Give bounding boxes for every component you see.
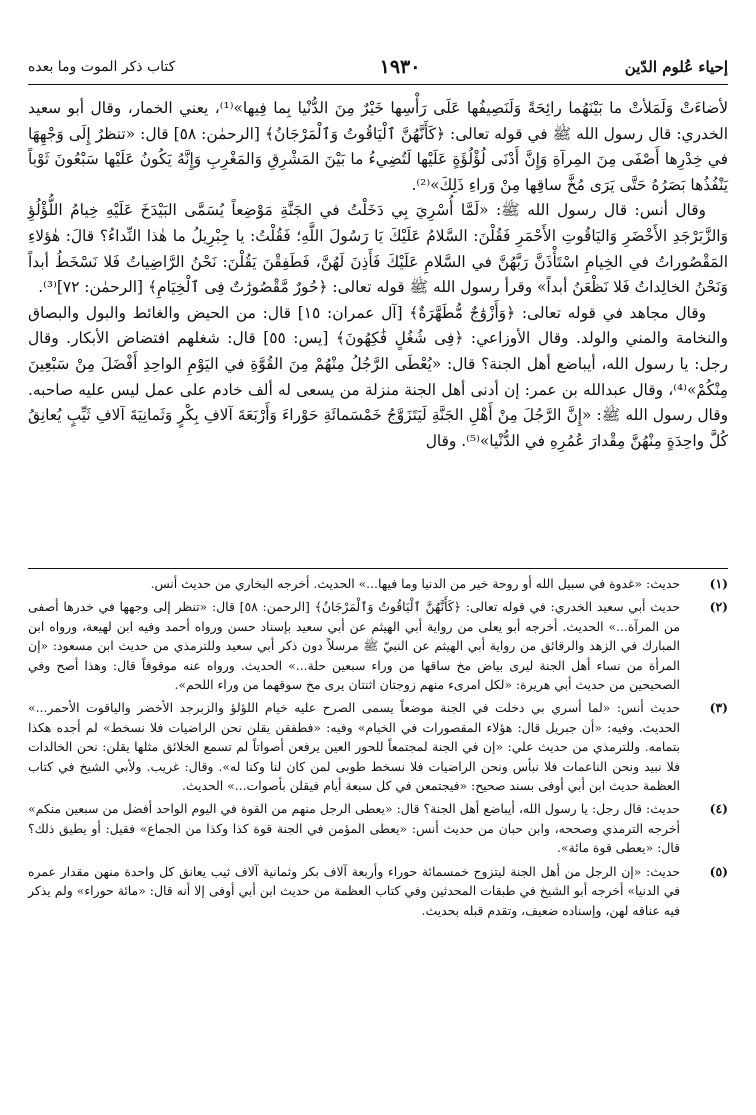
footnote [28, 799, 728, 857]
book-title: إحياء عُلوم الدّين [624, 58, 728, 76]
paragraph: وقال مجاهد في قوله تعالى: ﴿وَأَزْوَٰجٌ مُّطَهَّرَةٌ﴾ [آل عمران: ١٥] قال: من الحيض والغائط والبول والبصاق والنخامة والمني والولد. وقال الأوزاعي: ﴿فِى شُغُلٍ فَٰكِهُونَ﴾ [يس: ٥٥] قال: شغلهم افتضاض الأبكار. وقال رجل: يا رسول الله، أيباضع أهل الجنة؟ قال: «يُعْطَى الرَّجُلُ مِنْهُمْ مِنَ القُوَّةِ في اليَوْمِ الواحِدِ أَفْضَلَ مِنْ سَبْعِينَ مِنْكُمْ»⁽⁴⁾، وقال عبدالله بن عمر: إن أدنى أهل الجنة منزلة من يسعى له ألف خادم على عمل ليس عليه صاحبه. وقال رسول الله ﷺ: «إِنَّ الرَّجُلَ مِنْ أَهْلِ الجَنَّةِ لَيَتَزَوَّجُ خَمْسَمائَةِ حَوْراءَ وَأَرْبَعَةَ آلافِ بِكْرٍ وَثَمانِيَةَ آلافِ ثَيِّبٍ يُعانِقُ كُلَّ واحِدَةٍ مِنْهُنَّ مِقْدارَ عُمُرِهِ في الدُّنْيا»⁽⁵⁾. وقال [28, 303, 728, 450]
paragraph: لأضاءَتْ وَلَمَلأتْ ما بَيْنَهُما رائِحَةً وَلَنَصِيفُها عَلَى رَأْسِها خَيْرٌ مِنَ الدُّنْيا بِما فِيها»⁽¹⁾، يعني الخمار، وقال أبو سعيد الخدري: قال رسول الله ﷺ في قوله تعالى: ﴿كَأَنَّهُنَّ ٱلْيَاقُوتُ وَٱلْمَرْجَانُ﴾ [الرحمٰن: ٥٨] قال: «تنظرُ إِلَى وَجْهِهَا في خِدْرِها أَصْفَى مِنَ المِرآةِ وَإِنَّ أَدْنَى لُؤْلُؤَةٍ عَلَيْها لَتُضِيءُ ما بَيْنَ المَشْرِقِ وَالمَغْرِبِ وَإِنَّهُ يَكُونُ عَلَيْها سَبْعُونَ ثَوْباً يَنْفُذُها بَصَرُهُ حَتَّى يَرَى مُخَّ ساقِها مِنْ وَراءِ ذَلِكَ»⁽²⁾. [28, 99, 728, 194]
footnote [28, 597, 728, 694]
chapter-title: كتاب ذكر الموت وما بعده [28, 59, 176, 75]
footnote-number: (١) [709, 576, 728, 591]
footnote-separator [28, 568, 728, 569]
footnote-text: حديث: «إن الرجل من أهل الجنة ليتزوج خمسمائة حوراء وأربعة آلاف بكر وثمانية آلاف ثيب يعانق كل واحدة منهن مقدار عمره في الدنيا» أخرجه أبو الشيخ في طبقات المحدثين وفي كتاب العظمة من حديث ابن أبي أوفى إلا أنه قال: «مائة حوراء» ولم يذكر فيه عناقه لهن، وإسناده ضعيف، وتقدم قبله بحديث. [28, 863, 680, 918]
page-number: ١٩٣٠ [379, 56, 421, 78]
footnote-number: (٥) [709, 863, 728, 879]
footnote [28, 862, 728, 920]
footnote [28, 574, 728, 593]
footnote-text: حديث: «غدوة في سبيل الله أو روحة خير من الدنيا وما فيها...» الحديث. أخرجه البخاري من حديث أنس. [150, 576, 680, 591]
main-text [28, 96, 728, 454]
footnote-number: (٢) [709, 599, 728, 615]
header-rule [28, 84, 728, 85]
footnotes [28, 574, 728, 924]
footnote-number: (٤) [709, 801, 728, 817]
paragraph: وقال أنس: قال رسول الله ﷺ: «لَمَّا أُسْرِيَ بِي دَخَلْتُ في الجَنَّةِ مَوْضِعاً يُسَمَّى البَيْدَخَ عَلَيْهِ خِيامُ اللُّؤْلُؤِ وَالزَّبَرْجَدِ الأَخْضَرِ وَاليَاقُوتِ الأَحْمَرِ فَقُلْنَ: السَّلامُ عَلَيْكَ يَا رَسُولَ اللَّهِ؛ فَقُلْتُ: يا جِبْرِيلُ ما هٰذا النِّداءُ؟ قالَ: هٰؤلاءِ المَقْصُوراتُ في الخِيامِ اسْتَأْذَنَّ رَبَّهُنَّ في السَّلامِ عَلَيْكَ فَأَذِنَ لَهُنَّ، فَطَفِقْنَ يَقُلْنَ: نَحْنُ الرَّاضِياتُ فَلا نَسْخَطُ أبداً وَنَحْنُ الخالِداتُ فَلا نَظْعَنُ أبداً» وقرأ رسول الله ﷺ قوله تعالى: ﴿حُورٌ مَّقْصُورَٰتٌ فِى ٱلْخِيَامِ﴾ [الرحمٰن: ٧٢]⁽³⁾. [28, 201, 728, 297]
footnote-text: حديث أنس: «لما أسري بي دخلت في الجنة موضعاً يسمى الصرح عليه خيام اللؤلؤ والزبرجد الأخضر والياقوت الأحمر...» الحديث. وفيه: «أن جبريل قال: هؤلاء المقصورات في الخيام» وفيه: «فطفقن يقلن نحن الراضيات فلا نسخط» لم أجده هكذا بتمامه. وللترمذي من حديث علي: «إن في الجنة لمجتمعاً للحور العين يرفعن أصواتاً لم تسمع الخلائق مثلها يقلن: نحن الخالدات فلا نبيد ونحن الناعمات فلا نبأس ونحن الراضيات فلا نسخط طوبى لمن كان لنا وكنا له». وقال: غريب. ولأبي الشيخ في كتاب العظمة حديث ابن أبي أوفى بسند صحيح: «فيجتمعن في كل سبعة أيام فيقلن بأصوات...» الحديث. [28, 700, 680, 794]
footnote [28, 698, 728, 795]
footnote-number: (٣) [709, 700, 728, 716]
footnote-text: حديث: قال رجل: يا رسول الله، أيباضع أهل الجنة؟ قال: «يعطى الرجل منهم من القوة في اليوم الواحد أفضل من سبعين منكم» أخرجه الترمذي وصححه، وابن حبان من حديث أنس: «يعطى المؤمن في الجنة قوة كذا وكذا من الجماع» فقيل: أو يطيق ذلك؟ قال: «يعطى قوة مائة». [28, 801, 680, 856]
footnote-text: حديث أبي سعيد الخدري: في قوله تعالى: ﴿كَأَنَّهُنَّ ٱلْيَاقُوتُ وَٱلْمَرْجَانُ﴾ [الرحمن: ٥٨] قال: «تنظر إلى وجهها في خدرها أصفى من المرآة...» الحديث. أخرجه أبو يعلى من رواية أبي الهيثم عن أبي سعيد بإسناد حسن ورواه أحمد وفيه ابن لهيعة، ورواه ابن المبارك في الزهد والرقائق من رواية أبي الهيثم عن النبيّ ﷺ مرسلاً دون ذكر أبي سعيد وللترمذي من حديث ابن مسعود: «إن المرأة من نساء أهل الجنة ليرى بياض مخ ساقها من وراء سبعين حلة...» الحديث. ورواه عنه موقوفاً قال: وهذا أصح وفي الصحيحين من حديث أبي هريرة: «لكل امرىء منهم زوجتان اثنتان يرى مخ سوقهما من وراء اللحم». [28, 599, 681, 693]
page-header [28, 52, 728, 82]
